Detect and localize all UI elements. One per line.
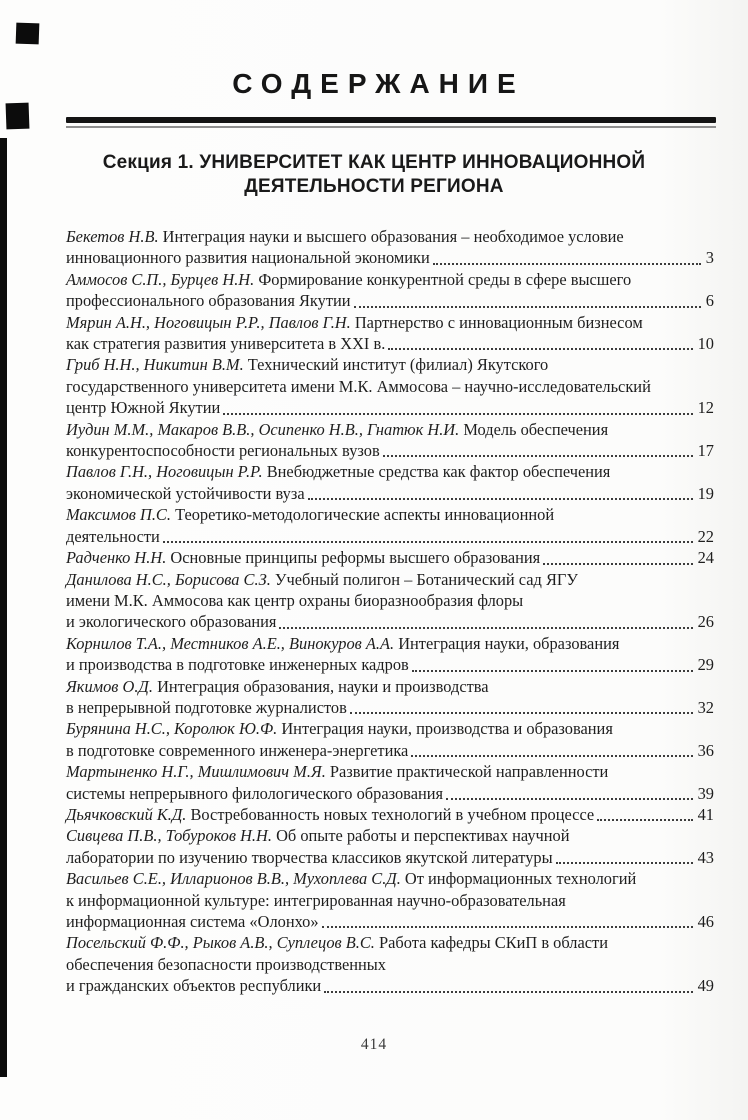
toc-entry-line	[66, 440, 714, 461]
page-title: СОДЕРЖАНИЕ	[232, 68, 525, 99]
entry-title-text: в подготовке современного инженера-энергетика	[66, 740, 409, 760]
toc-entry-line	[66, 761, 714, 782]
entry-title-text: Дьячковский К.Д. Востребованность новых технологий в учебном процессе	[66, 804, 595, 824]
entry-title-text: информационная система «Олонхо»	[66, 912, 319, 931]
toc-entry	[66, 312, 714, 355]
toc-entry-line	[66, 526, 714, 547]
divider-thick-line	[66, 117, 716, 123]
toc-entry	[66, 269, 714, 312]
section-heading-line2: ДЕЯТЕЛЬНОСТИ РЕГИОНА	[244, 176, 504, 197]
divider-thin-line	[66, 126, 716, 128]
entry-authors: Бекетов Н.В.	[66, 227, 159, 246]
entry-page-number: 43	[697, 847, 714, 867]
entry-page-number: 19	[697, 483, 714, 503]
toc-entry-line	[66, 954, 714, 975]
toc-entry-line	[66, 569, 714, 590]
entry-authors: Посельский Ф.Ф., Рыков А.В., Суплецов В.С.	[66, 933, 375, 953]
dot-leader	[223, 413, 692, 415]
entry-authors: Сивцева П.В., Тобуроков Н.Н.	[66, 826, 272, 846]
entry-title-text: Данилова Н.С., Борисова С.З. Учебный полигон – Ботанический сад ЯГУ	[66, 569, 578, 589]
toc-entry	[66, 419, 714, 462]
entry-page-number: 26	[697, 612, 714, 632]
toc-entry-line	[66, 419, 714, 440]
toc-entry-line	[66, 547, 714, 568]
dot-leader	[543, 563, 692, 565]
entry-title-text: Гриб Н.Н., Никитин В.М. Технический институт (филиал) Якутского	[66, 355, 549, 375]
toc-entry-line	[66, 825, 714, 846]
toc-entry-line	[66, 868, 714, 889]
entry-page-number: 46	[697, 912, 714, 931]
entry-title-text: Иудин М.М., Макаров В.В., Осипенко Н.В., Гнатюк Н.И. Модель обеспечения	[66, 419, 609, 439]
toc-entry-line	[66, 483, 714, 504]
toc-entry-line	[66, 932, 714, 953]
entry-title-text: и производства в подготовке инженерных кадров	[66, 655, 409, 675]
toc-entry	[66, 676, 714, 719]
entry-authors: Корнилов Т.А., Местников А.Е., Винокуров А.А.	[66, 633, 395, 653]
entry-authors: Радченко Н.Н.	[66, 548, 167, 568]
dot-leader	[446, 798, 693, 800]
toc-entry-line	[66, 783, 714, 804]
entry-title-text: Максимов П.С. Теоретико-методологические аспекты инновационной	[66, 505, 555, 525]
toc-entry-line	[66, 911, 714, 932]
title-divider	[66, 117, 716, 128]
toc-entry-line	[66, 654, 714, 675]
section-heading-line1: Секция 1. УНИВЕРСИТЕТ КАК ЦЕНТР ИННОВАЦИОННОЙ	[102, 152, 646, 173]
entry-page-number: 22	[697, 526, 714, 546]
toc-entry-line	[66, 847, 714, 868]
toc-entry	[66, 825, 714, 868]
dot-leader	[597, 819, 692, 821]
entry-title-text: обеспечения безопасности производственных	[66, 954, 386, 974]
toc-entry-line	[66, 312, 714, 333]
dot-leader	[279, 627, 692, 629]
scan-artifact-blotch-top	[16, 23, 40, 45]
toc-list	[66, 226, 714, 997]
entry-title-text: Якимов О.Д. Интеграция образования, науки и производства	[66, 676, 489, 696]
entry-page-number: 36	[697, 740, 714, 760]
toc-entry-line	[66, 354, 714, 375]
entry-authors: Аммосов С.П., Бурцев Н.Н.	[66, 269, 255, 289]
folio-page-number: 414	[360, 1036, 388, 1053]
dot-leader	[308, 498, 693, 500]
entry-authors: Гриб Н.Н., Никитин В.М.	[66, 355, 244, 375]
entry-page-number: 32	[697, 697, 714, 717]
entry-authors: Максимов П.С.	[66, 505, 171, 525]
entry-title-text: как стратегия развития университета в XXI в.	[66, 334, 386, 354]
entry-authors: Данилова Н.С., Борисова С.З.	[66, 569, 271, 589]
entry-title-text: имени М.К. Аммосова как центр охраны биоразнообразия флоры	[66, 590, 524, 610]
entry-authors: Васильев С.Е., Илларионов В.В., Мухоплева С.Д.	[66, 869, 401, 889]
toc-entry-line	[66, 226, 714, 247]
toc-entry	[66, 718, 714, 761]
dot-leader	[383, 455, 693, 457]
dot-leader	[354, 306, 701, 308]
entry-title-text: лаборатории по изучению творчества классиков якутской литературы	[66, 847, 553, 867]
entry-title-text: Бурянина Н.С., Королюк Ю.Ф. Интеграция науки, производства и образования	[66, 719, 613, 739]
entry-title-text: и гражданских объектов республики	[66, 976, 322, 996]
toc-entry	[66, 633, 714, 676]
entry-title-text: в непрерывной подготовке журналистов	[66, 697, 347, 717]
toc-entry-line	[66, 247, 714, 268]
dot-leader	[350, 712, 693, 714]
entry-title-text: Аммосов С.П., Бурцев Н.Н. Формирование конкурентной среды в сфере высшего	[66, 269, 632, 289]
entry-title-text: Мартыненко Н.Г., Мишлимович М.Я. Развитие практической направленности	[66, 762, 609, 782]
dot-leader	[412, 670, 693, 672]
toc-entry-line	[66, 633, 714, 654]
entry-title-text: Посельский Ф.Ф., Рыков А.В., Суплецов В.С. Работа кафедры СКиП в области	[66, 933, 608, 953]
dot-leader	[433, 263, 701, 265]
toc-entry-line	[66, 376, 714, 397]
entry-authors: Дьячковский К.Д.	[66, 804, 187, 824]
entry-title-text: системы непрерывного филологического образования	[66, 783, 444, 803]
scan-artifact-edge-bar	[0, 138, 7, 1077]
toc-entry	[66, 547, 714, 568]
entry-page-number: 12	[697, 398, 714, 418]
entry-page-number: 10	[697, 334, 714, 354]
entry-page-number: 6	[705, 291, 714, 311]
dot-leader	[388, 348, 692, 350]
toc-entry-line	[66, 697, 714, 718]
toc-entry-line	[66, 718, 714, 739]
toc-entry	[66, 226, 714, 269]
toc-entry-line	[66, 975, 714, 996]
toc-entry	[66, 461, 714, 504]
entry-title-text: Павлов Г.Н., Ноговицын Р.Р. Внебюджетные средства как фактор обеспечения	[66, 462, 611, 482]
toc-entry	[66, 932, 714, 996]
dot-leader	[324, 991, 692, 993]
entry-title-text: деятельности	[66, 526, 160, 546]
entry-authors: Иудин М.М., Макаров В.В., Осипенко Н.В., Гнатюк Н.И.	[66, 419, 460, 439]
entry-title-text: государственного университета имени М.К. Аммосова – научно-исследовательский	[66, 376, 651, 396]
toc-entry	[66, 868, 714, 932]
section-heading	[0, 151, 748, 199]
entry-title-text: экономической устойчивости вуза	[66, 483, 305, 503]
entry-page-number: 49	[697, 976, 714, 996]
entry-authors: Якимов О.Д.	[66, 676, 153, 696]
toc-entry-line	[66, 333, 714, 354]
entry-authors: Бурянина Н.С., Королюк Ю.Ф.	[66, 719, 278, 739]
entry-title-text: Васильев С.Е., Илларионов В.В., Мухоплева С.Д. От информационных технологий	[66, 869, 637, 889]
entry-page-number: 3	[705, 248, 714, 268]
entry-title-text: Радченко Н.Н. Основные принципы реформы высшего образования	[66, 548, 541, 568]
toc-entry-line	[66, 290, 714, 311]
scan-artifact-blotch-mid	[6, 103, 30, 130]
toc-entry	[66, 569, 714, 633]
dot-leader	[411, 755, 692, 757]
toc-entry-line	[66, 397, 714, 418]
dot-leader	[163, 541, 693, 543]
entry-authors: Мярин А.Н., Ноговицын Р.Р., Павлов Г.Н.	[66, 312, 351, 332]
entry-page-number: 39	[697, 783, 714, 803]
entry-title-text: и экологического образования	[66, 612, 277, 632]
toc-entry-line	[66, 890, 714, 911]
entry-authors: Павлов Г.Н., Ноговицын Р.Р.	[66, 462, 263, 482]
entry-title-text: Мярин А.Н., Ноговицын Р.Р., Павлов Г.Н. Партнерство с инновационным бизнесом	[66, 312, 643, 332]
entry-title-text: профессионального образования Якутии	[66, 291, 351, 311]
toc-entry-line	[66, 611, 714, 632]
toc-entry-line	[66, 590, 714, 611]
entry-authors: Мартыненко Н.Г., Мишлимович М.Я.	[66, 762, 326, 782]
entry-page-number: 29	[697, 655, 714, 675]
toc-entry-line	[66, 504, 714, 525]
toc-entry	[66, 804, 714, 825]
entry-page-number: 41	[697, 804, 714, 824]
entry-title-text: Бекетов Н.В. Интеграция науки и высшего образования – необходимое условие	[66, 227, 624, 246]
toc-entry	[66, 761, 714, 804]
entry-title-text: инновационного развития национальной экономики	[66, 248, 430, 268]
entry-title-text: Корнилов Т.А., Местников А.Е., Винокуров А.А. Интеграция науки, образования	[66, 633, 620, 653]
toc-entry-line	[66, 676, 714, 697]
toc-entry-line	[66, 804, 714, 825]
entry-page-number: 17	[697, 441, 714, 461]
toc-entry	[66, 504, 714, 547]
entry-page-number: 24	[697, 548, 714, 568]
dot-leader	[322, 926, 693, 928]
toc-entry-line	[66, 740, 714, 761]
toc-entry-line	[66, 269, 714, 290]
entry-title-text: конкурентоспособности региональных вузов	[66, 441, 380, 461]
entry-title-text: центр Южной Якутии	[66, 398, 221, 418]
dot-leader	[556, 862, 693, 864]
entry-title-text: к информационной культуре: интегрированная научно-образовательная	[66, 890, 566, 910]
toc-entry-line	[66, 461, 714, 482]
entry-title-text: Сивцева П.В., Тобуроков Н.Н. Об опыте работы и перспективах научной	[66, 826, 570, 846]
toc-entry	[66, 354, 714, 418]
